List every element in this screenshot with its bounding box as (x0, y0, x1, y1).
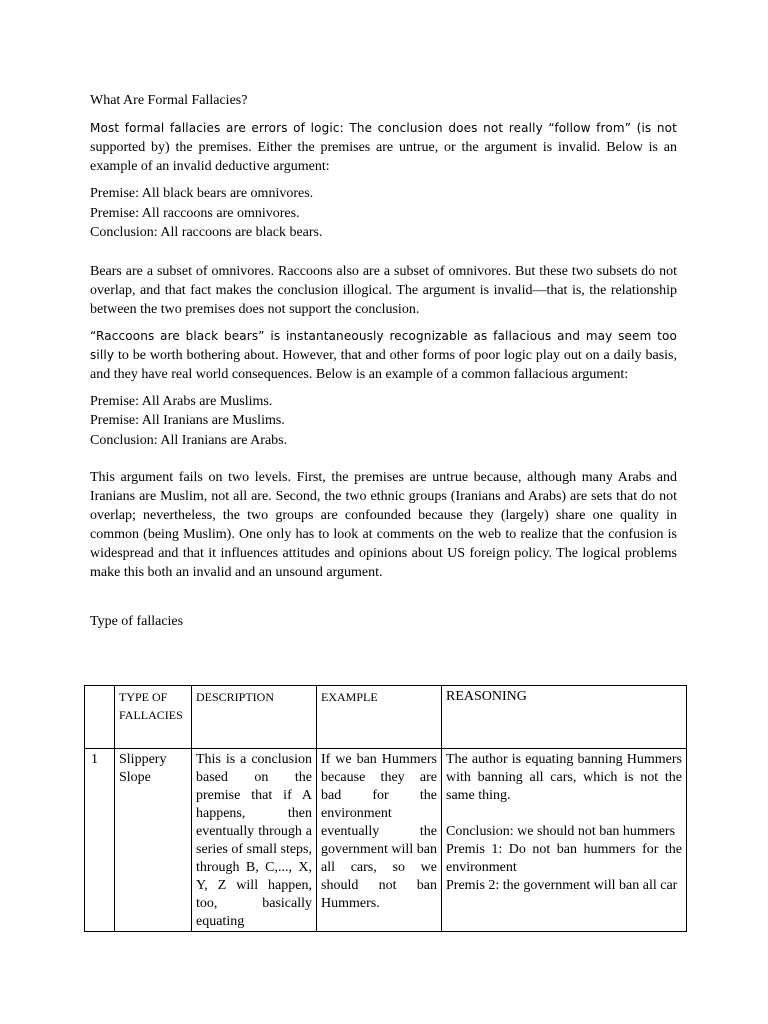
header-number (85, 686, 115, 749)
paragraph-two-levels: This argument fails on two levels. First, the premises are untrue because, although many Arabs and Iranians are Muslim, not all are. Second, the two ethnic groups (Iranians and Arabs) are sets that do not overlap; nevertheless, the two groups are confounded because they (largely) share one quality in common (being Muslim). One only has to look at comments on the web to realize that the confusion is widespread and that it influences attitudes and opinions about US foreign policy. The logical problems make this both an invalid and an unsound argument. (90, 470, 677, 580)
example-argument-1 (90, 184, 677, 243)
paragraph-raccoons-rest: to be worth bothering about. However, that and other forms of poor logic play out on a daily basis, and they have real world consequences. Below is an example of a common fallacious argument: (90, 347, 678, 382)
reasoning-main: The author is equating banning Hummers with banning all cars, which is not the same thing. (446, 752, 682, 803)
paragraph-intro (90, 119, 677, 176)
row-description: This is a conclusion based on the premise that if A happens, then eventually through a series of small steps, through B, C,..., X, Y, Z will happen, too, basically equating (192, 749, 317, 932)
example1-premise-2: Premise: All raccoons are omnivores. (90, 205, 300, 221)
example2-conclusion: Conclusion: All Iranians are Arabs. (90, 432, 288, 448)
example-argument-2 (90, 392, 677, 451)
example1-conclusion: Conclusion: All raccoons are black bears. (90, 225, 323, 240)
reasoning-premise-2: Premis 2: the government will ban all car (446, 878, 678, 893)
example1-premise-1: Premise: All black bears are omnivores. (90, 186, 314, 201)
table-row (85, 749, 687, 932)
example2-premise-1: Premise: All Arabs are Muslims. (90, 393, 273, 409)
row-example: If we ban Hummers because they are bad for the environment eventually the government will ban all cars, so we should not ban Hummers. (317, 749, 442, 932)
paragraph-intro-lead: Most formal fallacies are errors of logic: The conclusion does not really “follow from” (is not (90, 121, 677, 135)
paragraph-raccoons (90, 327, 677, 384)
row-type: Slippery Slope (115, 749, 192, 932)
reasoning-premise-1: Premis 1: Do not ban hummers for the environment (446, 842, 682, 875)
document-title: What Are Formal Fallacies? (90, 93, 248, 108)
table-header-row (85, 686, 687, 749)
reasoning-conclusion: Conclusion: we should not ban hummers (446, 824, 676, 839)
types-heading: Type of fallacies (90, 614, 184, 629)
paragraph-raccoons-lead: “Raccoons are black bears” is instantaneously recognizable as fallacious and may seem too silly (90, 328, 677, 362)
header-type: TYPE OF FALLACIES (115, 686, 192, 749)
document-body (90, 91, 677, 631)
row-number: 1 (85, 749, 115, 932)
reasoning-spacer (446, 805, 682, 823)
paragraph-subsets: Bears are a subset of omnivores. Raccoons also are a subset of omnivores. But these two subsets do not overlap, and that fact makes the conclusion illogical. The argument is invalid—that is, the relationship between the two premises does not support the conclusion. (90, 263, 677, 317)
fallacy-table (84, 685, 687, 932)
row-reasoning (442, 749, 687, 932)
paragraph-intro-rest: supported by) the premises. Either the premises are untrue, or the argument is invalid. Below is an example of an invalid deductive argument: (90, 140, 677, 174)
header-example: EXAMPLE (317, 686, 442, 749)
header-description: DESCRIPTION (192, 686, 317, 749)
example2-premise-2: Premise: All Iranians are Muslims. (90, 413, 285, 428)
header-reasoning: REASONING (442, 686, 687, 749)
